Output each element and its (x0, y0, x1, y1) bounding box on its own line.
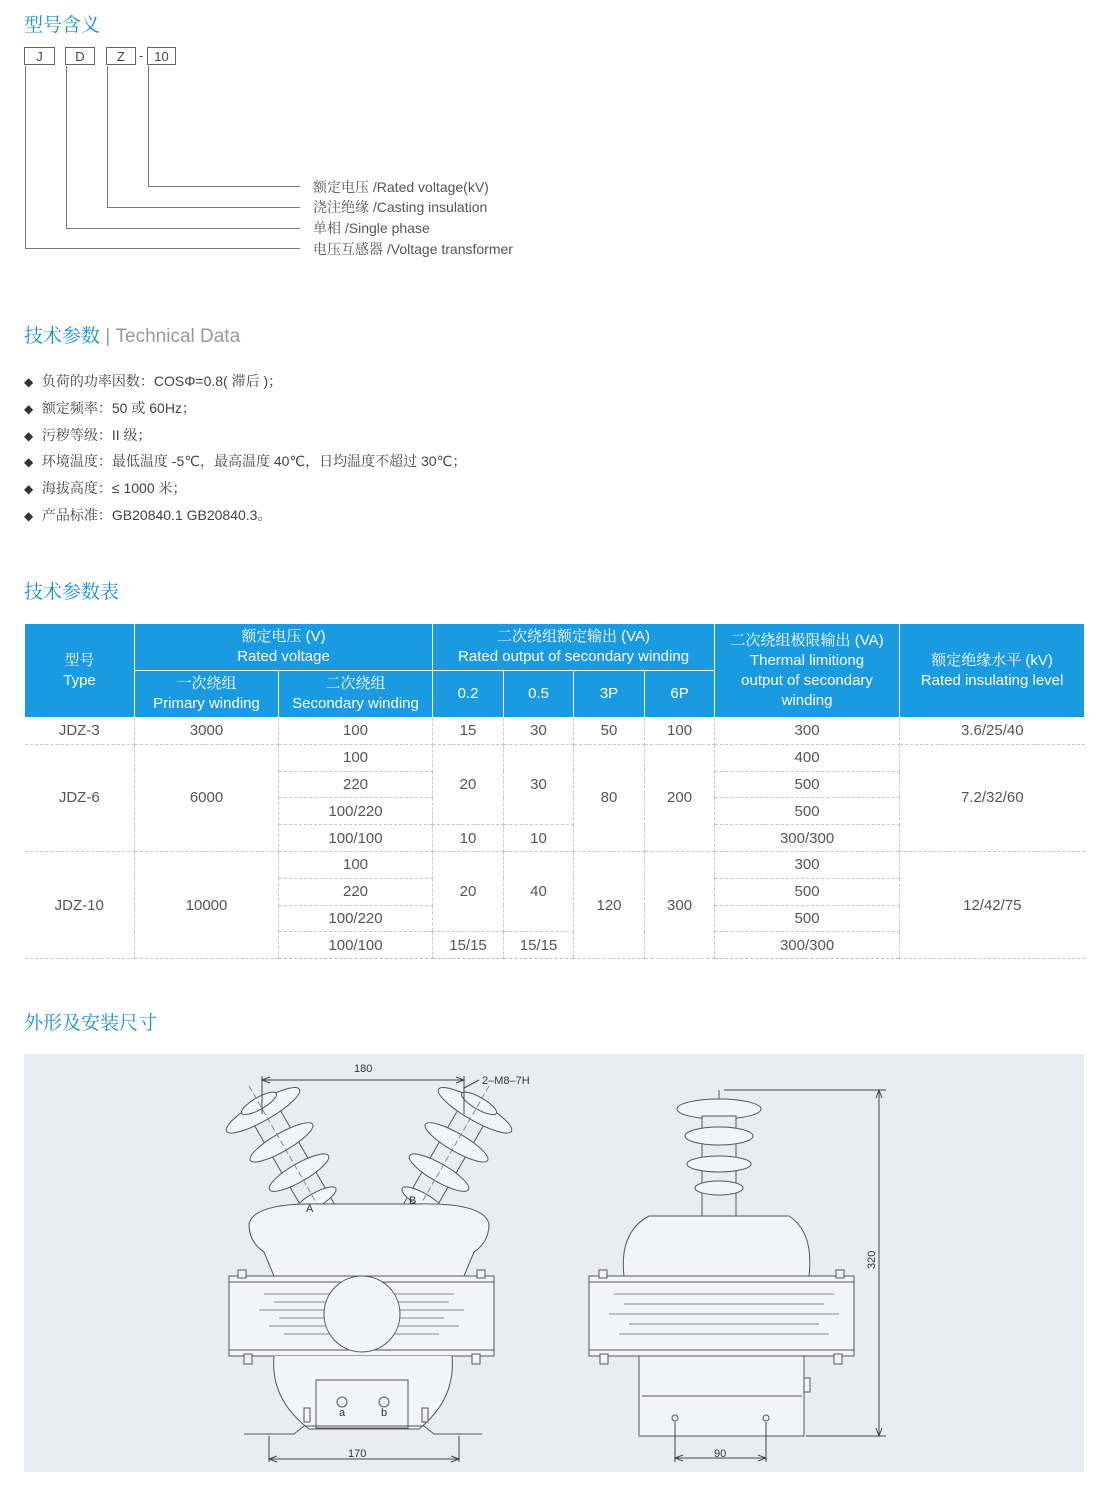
meaning-voltage-transformer: 电压互感器 /Voltage transformer (313, 241, 513, 257)
cell-secondary: 100/220 (279, 905, 433, 932)
technical-data-title (24, 321, 240, 348)
cell-c05: 10 (504, 825, 574, 852)
diamond-bullet-icon: ◆ (24, 508, 34, 523)
cell-secondary: 220 (279, 771, 433, 798)
cell-thermal: 500 (715, 905, 900, 932)
cell-thermal: 300/300 (715, 825, 900, 852)
cell-thermal: 300 (715, 718, 900, 745)
spec-item (24, 448, 466, 475)
model-code-dash: - (139, 48, 144, 63)
diamond-bullet-icon: ◆ (24, 455, 34, 470)
dim-bolt-spec: 2–M8–7H (482, 1075, 530, 1087)
cell-type: JDZ-10 (25, 851, 135, 958)
spec-altitude: 海拔高度：≤ 1000 米； (41, 480, 187, 497)
header-rated-output-en: Rated output of secondary winding (458, 648, 690, 665)
cell-secondary: 100 (279, 744, 433, 771)
header-type-en: Type (63, 671, 96, 689)
cell-c02: 20 (433, 744, 504, 824)
spec-power-factor: 负荷的功率因数：COSΦ=0.8( 滞后 )； (41, 373, 283, 389)
cell-secondary: 100 (279, 851, 433, 878)
cell-secondary: 100/100 (279, 932, 433, 959)
spec-list (24, 368, 466, 529)
header-type-cn: 型号 (64, 651, 95, 669)
label-terminal-b: B (409, 1195, 417, 1207)
cell-type: JDZ-3 (25, 718, 135, 745)
model-leader-lines (0, 0, 320, 260)
header-thermal-output (715, 624, 900, 718)
parameter-table-title: 技术参数表 (24, 582, 120, 603)
cell-insul: 12/42/75 (900, 851, 1085, 958)
table-row (25, 851, 1085, 878)
table-row (25, 744, 1085, 771)
model-meaning-title: 型号含义 (24, 15, 101, 36)
header-class-3p: 3P (574, 671, 645, 718)
spec-item (24, 395, 466, 422)
cell-c05: 30 (504, 744, 574, 824)
header-class-0-5: 0.5 (504, 671, 574, 718)
dim-320: 320 (866, 1250, 878, 1269)
cell-c3p: 120 (574, 851, 645, 958)
table-header-row (25, 624, 1085, 671)
model-code-j: J (24, 47, 55, 65)
cell-c02: 15 (433, 718, 504, 745)
cell-thermal: 500 (715, 798, 900, 825)
diamond-bullet-icon: ◆ (24, 401, 34, 416)
label-secondary-b: b (381, 1407, 388, 1419)
dim-180: 180 (354, 1063, 373, 1075)
model-code-d: D (65, 47, 95, 65)
cell-c6p: 100 (645, 718, 715, 745)
spec-item (24, 475, 466, 502)
model-code-voltage: 10 (147, 47, 176, 65)
diamond-bullet-icon: ◆ (24, 428, 34, 443)
cell-type: JDZ-6 (25, 744, 135, 851)
header-insul-cn: 额定绝缘水平 (kV) (931, 651, 1053, 669)
cell-thermal: 400 (715, 744, 900, 771)
header-secondary-en: Secondary winding (292, 695, 419, 712)
dimensions-title: 外形及安装尺寸 (24, 1013, 158, 1034)
cell-primary: 6000 (135, 744, 279, 851)
cell-insul: 3.6/25/40 (900, 718, 1085, 745)
cell-c6p: 300 (645, 851, 715, 958)
header-type (25, 624, 135, 718)
header-rated-voltage (135, 624, 433, 671)
header-rated-output (433, 624, 715, 671)
cell-c02: 10 (433, 825, 504, 852)
diamond-bullet-icon: ◆ (24, 375, 34, 389)
table-row (25, 718, 1085, 745)
header-primary-winding (135, 671, 279, 718)
cell-c6p: 200 (645, 744, 715, 851)
spec-item (24, 368, 466, 395)
header-secondary-cn: 二次绕组 (325, 675, 386, 692)
side-view (589, 1090, 886, 1462)
cell-c3p: 50 (574, 718, 645, 745)
dimension-drawing (24, 1054, 1084, 1472)
spec-item (24, 502, 466, 529)
header-rated-voltage-cn: 额定电压 (V) (241, 628, 326, 645)
front-view (213, 1065, 526, 1462)
cell-secondary: 100/100 (279, 825, 433, 852)
header-thermal-cn: 二次绕组极限输出 (VA) (730, 631, 884, 649)
cell-secondary: 220 (279, 878, 433, 905)
cell-c05: 40 (504, 851, 574, 931)
header-thermal-en: Thermal limitiong (749, 651, 865, 669)
model-code-z: Z (106, 47, 136, 65)
spec-pollution-level: 污秽等级：II 级； (41, 426, 152, 443)
header-thermal-en: winding (781, 691, 833, 709)
dim-90: 90 (714, 1448, 727, 1460)
header-class-0-2: 0.2 (433, 671, 504, 718)
cell-c05: 15/15 (504, 932, 574, 959)
spec-ambient-temperature: 环境温度：最低温度 -5℃，最高温度 40℃，日均温度不超过 30℃； (41, 453, 467, 470)
dim-170: 170 (348, 1448, 367, 1460)
header-primary-en: Primary winding (153, 695, 260, 712)
spec-frequency: 额定频率：50 或 60Hz； (41, 399, 196, 416)
meaning-single-phase: 单相 /Single phase (313, 220, 430, 236)
technical-data-title-en: Technical Data (115, 326, 241, 347)
label-terminal-a: A (306, 1203, 314, 1215)
header-rated-voltage-en: Rated voltage (237, 648, 330, 665)
cell-primary: 3000 (135, 718, 279, 745)
cell-insul: 7.2/32/60 (900, 744, 1085, 851)
header-thermal-en: output of secondary (741, 671, 873, 689)
cell-thermal: 500 (715, 878, 900, 905)
cell-secondary: 100 (279, 718, 433, 745)
header-primary-cn: 一次绕组 (176, 675, 237, 692)
header-rated-output-cn: 二次绕组额定输出 (VA) (497, 628, 651, 645)
cell-c02: 20 (433, 851, 504, 931)
cell-thermal: 300 (715, 851, 900, 878)
cell-c02: 15/15 (433, 932, 504, 959)
technical-data-title-cn: 技术参数 (24, 326, 101, 347)
header-class-6p: 6P (645, 671, 715, 718)
meaning-rated-voltage: 额定电压 /Rated voltage(kV) (313, 179, 489, 195)
cell-thermal: 500 (715, 771, 900, 798)
cell-c05: 30 (504, 718, 574, 745)
label-secondary-a: a (339, 1407, 346, 1419)
header-insulating-level (900, 624, 1085, 718)
cell-primary: 10000 (135, 851, 279, 958)
header-insul-en: Rated insulating level (920, 671, 1064, 689)
parameter-table (24, 623, 1085, 959)
dimension-drawing-panel (24, 1054, 1084, 1472)
cell-c3p: 80 (574, 744, 645, 851)
diamond-bullet-icon: ◆ (24, 482, 34, 497)
cell-secondary: 100/220 (279, 798, 433, 825)
cell-thermal: 300/300 (715, 932, 900, 959)
header-secondary-winding (279, 671, 433, 718)
technical-data-separator: | (105, 326, 111, 347)
spec-standard: 产品标准：GB20840.1 GB20840.3。 (41, 506, 272, 523)
meaning-casting-insulation: 浇注绝缘 /Casting insulation (313, 199, 488, 215)
spec-item (24, 422, 466, 449)
